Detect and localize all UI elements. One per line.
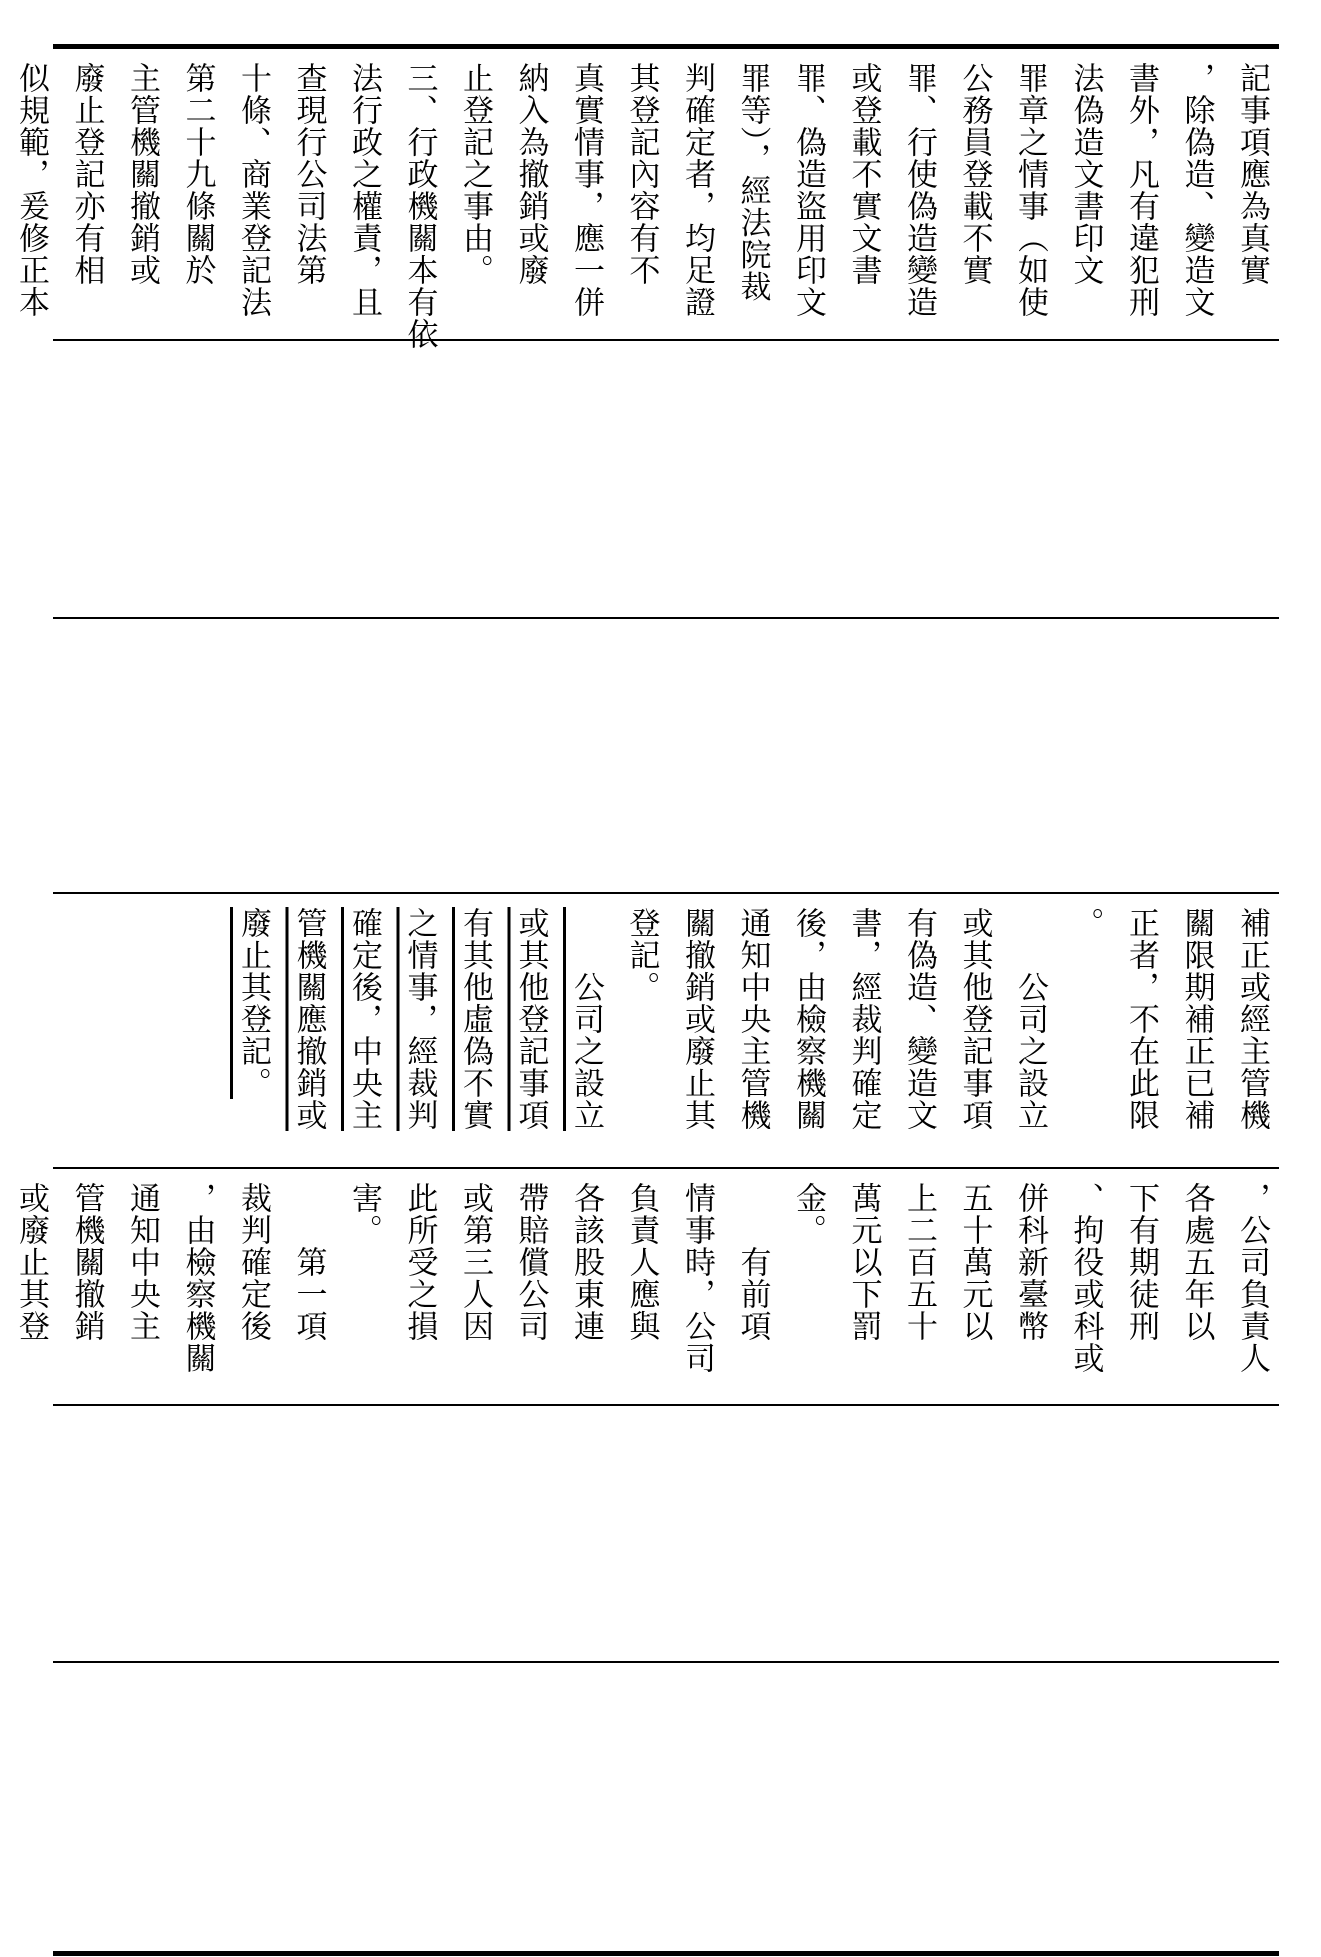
row1-line: 主管機關撤銷或 bbox=[124, 62, 160, 286]
row1-line: 罪等），經法院裁 bbox=[734, 62, 771, 303]
row5-line: ，公司負責人 bbox=[1234, 1182, 1270, 1374]
row4-line: 或其他登記事項 bbox=[956, 907, 993, 1131]
row5-line: 情事時，公司 bbox=[679, 1182, 715, 1374]
row1-line: 納入為撤銷或廢 bbox=[512, 62, 549, 286]
row5-line: 此所受之損 bbox=[401, 1182, 438, 1342]
row4-line: 補正或經主管機 bbox=[1234, 907, 1270, 1131]
current-article-text bbox=[13, 1168, 1279, 1405]
row5-line: 帶賠償公司 bbox=[512, 1182, 549, 1342]
row5-line: 金。 bbox=[790, 1182, 826, 1246]
amended-article-text bbox=[53, 893, 1279, 1168]
row4-line: 確定後，中央主 bbox=[346, 907, 382, 1131]
row1-line: 書外，凡有違犯刑 bbox=[1123, 62, 1159, 318]
row4-line: 關撤銷或廢止其 bbox=[679, 907, 715, 1131]
row4-line: 公司之設立 bbox=[1012, 907, 1048, 1131]
row4-line: 後，由檢察機關 bbox=[790, 907, 826, 1131]
row1-line: 罪章之情事（如使 bbox=[1012, 62, 1048, 318]
row5-line: 五十萬元以 bbox=[956, 1182, 993, 1342]
row4-line: 或其他登記事項 bbox=[512, 907, 549, 1131]
row1-line: 判確定者，均足證 bbox=[679, 62, 715, 318]
row1-line: 似規範，爰修正本 bbox=[13, 62, 49, 318]
row5-line: 萬元以下罰 bbox=[845, 1182, 882, 1342]
row5-line: 或廢止其登 bbox=[13, 1182, 49, 1342]
row1-line: 真實情事，應一併 bbox=[568, 62, 604, 318]
row5-line: 通知中央主 bbox=[124, 1182, 160, 1342]
row1-line: 法偽造文書印文 bbox=[1067, 62, 1104, 286]
row4-line: 有其他虛偽不實 bbox=[457, 907, 493, 1131]
row1-line: 法行政之權責，且 bbox=[346, 62, 382, 318]
row1-line: 三、行政機關本有依 bbox=[401, 62, 438, 350]
row1-line: 罪、偽造盜用印文 bbox=[790, 62, 826, 318]
row4-line: 公司之設立 bbox=[568, 907, 604, 1131]
row5-line: 或第三人因 bbox=[457, 1182, 493, 1342]
row4-line: 之情事，經裁判 bbox=[401, 907, 438, 1131]
row4-line: 管機關應撤銷或 bbox=[290, 907, 327, 1131]
row4-line: 廢止其登記。 bbox=[235, 907, 271, 1099]
row5-line: 各處五年以 bbox=[1178, 1182, 1215, 1342]
row1-line: 記事項應為真實 bbox=[1234, 62, 1270, 286]
explanation-text bbox=[13, 48, 1279, 350]
row1-line: 查現行公司法第 bbox=[290, 62, 327, 286]
row4-line: 登記。 bbox=[623, 907, 660, 1003]
row1-line: 或登載不實文書 bbox=[845, 62, 882, 286]
row1-line: 其登記內容有不 bbox=[623, 62, 660, 286]
row5-line: 下有期徒刑 bbox=[1123, 1182, 1159, 1342]
row5-line: 第一項 bbox=[290, 1182, 327, 1342]
row4-line: 通知中央主管機 bbox=[734, 907, 771, 1131]
row1-line: ，除偽造、變造文 bbox=[1178, 62, 1215, 318]
row5-line: 有前項 bbox=[734, 1182, 771, 1342]
row1-line: 第二十九條關於 bbox=[179, 62, 216, 286]
row4-line: 正者，不在此限 bbox=[1123, 907, 1159, 1131]
row5-line: 裁判確定後 bbox=[235, 1182, 271, 1342]
row1-line: 廢止登記亦有相 bbox=[68, 62, 105, 286]
empty-cell-row7 bbox=[53, 1662, 1279, 1953]
row5-line: 各該股東連 bbox=[568, 1182, 604, 1342]
row5-line: 管機關撤銷 bbox=[68, 1182, 105, 1342]
row5-line: 上二百五十 bbox=[901, 1182, 937, 1342]
row5-line: 、拘役或科或 bbox=[1067, 1182, 1104, 1374]
row5-line: 併科新臺幣 bbox=[1012, 1182, 1048, 1342]
row1-line: 十條、商業登記法 bbox=[235, 62, 271, 318]
row1-line: 公務員登載不實 bbox=[956, 62, 993, 286]
empty-cell-row2 bbox=[53, 340, 1279, 618]
row5-line: 害。 bbox=[346, 1182, 382, 1246]
row4-line: 。 bbox=[1067, 907, 1104, 939]
empty-cell-row3 bbox=[53, 618, 1279, 893]
row4-line: 書，經裁判確定 bbox=[845, 907, 882, 1131]
row1-line: 止登記之事由。 bbox=[457, 62, 493, 286]
row5-line: 負責人應與 bbox=[623, 1182, 660, 1342]
row5-line: ，由檢察機關 bbox=[179, 1182, 216, 1374]
row4-line: 關限期補正已補 bbox=[1178, 907, 1215, 1131]
row4-line: 有偽造、變造文 bbox=[901, 907, 937, 1131]
row1-line: 罪、行使偽造變造 bbox=[901, 62, 937, 318]
empty-cell-row6 bbox=[53, 1405, 1279, 1662]
